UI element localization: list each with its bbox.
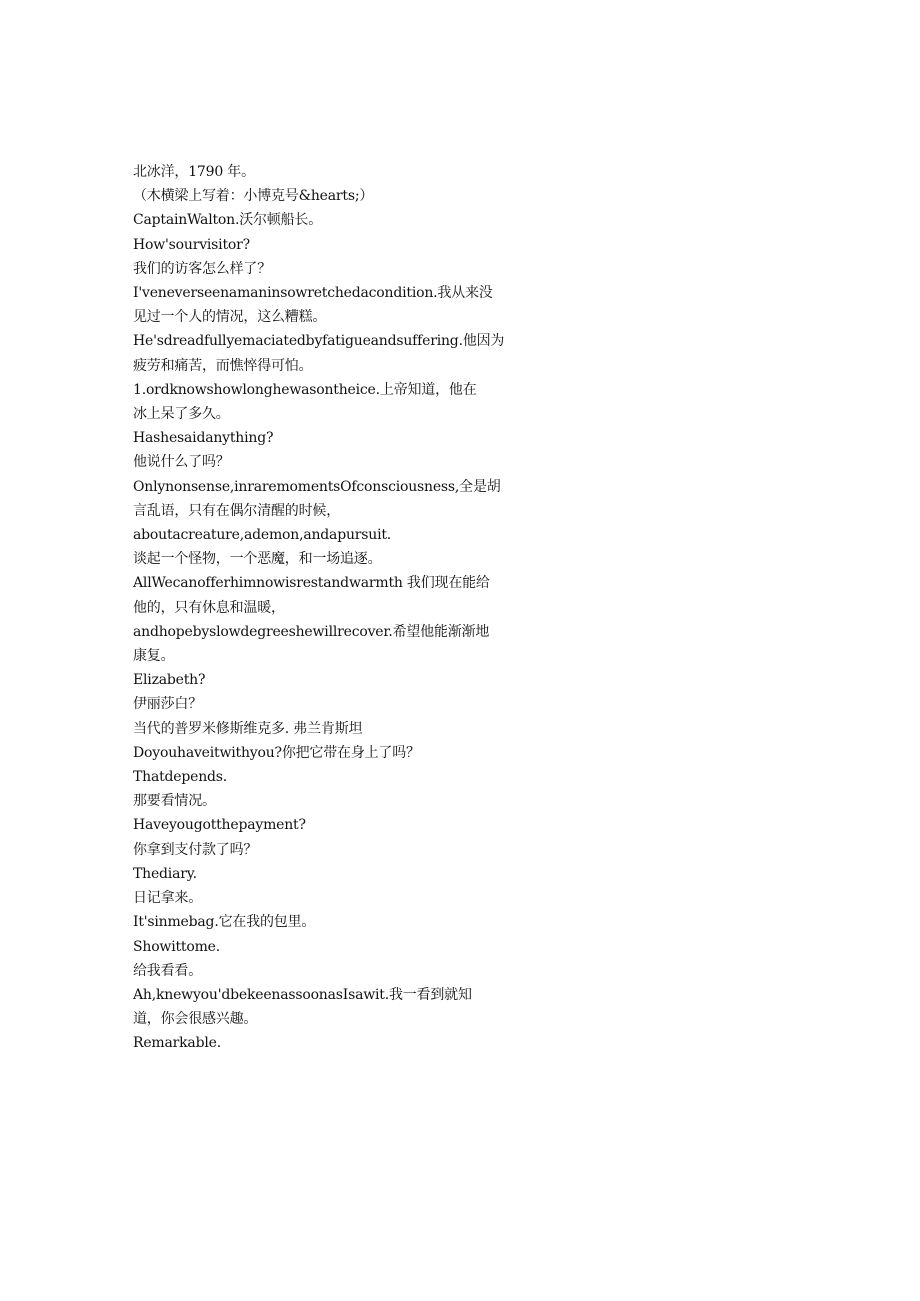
text-line: Elizabeth? <box>133 672 206 689</box>
text-line: 他说什么了吗？ <box>133 454 230 471</box>
text-line: Hashesaidanything? <box>133 430 274 447</box>
document-text <box>133 160 503 1056</box>
text-line: AllWecanofferhimnowisrestandwarmth 我们现在能给 <box>133 575 490 592</box>
text-line: 疲劳和痛苦，而憔悴得可怕。 <box>133 357 313 374</box>
text-line: 1.ordknowshowlonghewasontheice.上帝知道，他在 <box>133 381 477 398</box>
text-line: Haveyougotthepayment? <box>133 817 306 834</box>
text-line: 他的，只有休息和温暖， <box>133 599 285 616</box>
text-line: 伊丽莎白？ <box>133 696 202 713</box>
text-line: Thatdepends. <box>133 769 228 786</box>
text-line: 当代的普罗米修斯维克多. 弗兰肯斯坦 <box>133 720 363 737</box>
text-line: 言乱语，只有在偶尔清醒的时候， <box>133 502 340 519</box>
text-line: （木横梁上写着：小博克号&hearts;） <box>133 188 374 205</box>
text-line: How'sourvisitor? <box>133 236 250 253</box>
text-line: He'sdreadfullyemaciatedbyfatigueandsuffering.他因为 <box>133 333 505 350</box>
text-line: 我们的访客怎么样了？ <box>133 260 271 277</box>
text-line: 见过一个人的情况，这么糟糕。 <box>133 309 327 326</box>
text-line: I'veneverseenamaninsowretchedacondition.我从来没 <box>133 285 493 302</box>
text-line: CaptainWalton.沃尔顿船长。 <box>133 212 323 229</box>
text-line: Onlynonsense,inraremomentsOfconsciousness,全是胡 <box>133 478 501 495</box>
text-line: It'sinmebag.它在我的包里。 <box>133 914 316 931</box>
text-line: 道，你会很感兴趣。 <box>133 1011 258 1028</box>
text-line: 冰上呆了多久。 <box>133 406 230 423</box>
text-line: Thediary. <box>133 865 197 882</box>
text-line: 康复。 <box>133 648 175 665</box>
text-line: andhopebyslowdegreeshewillrecover.希望他能渐渐地 <box>133 623 490 640</box>
text-line: 你拿到支付款了吗？ <box>133 841 258 858</box>
text-line: Showittome. <box>133 938 220 955</box>
text-line: 给我看看。 <box>133 962 202 979</box>
text-line: Ah,knewyou'dbekeenassoonasIsawit.我一看到就知 <box>133 986 472 1003</box>
text-line: Remarkable. <box>133 1035 221 1052</box>
text-line: 北冰洋，1790 年。 <box>133 164 255 180</box>
text-line: aboutacreature,ademon,andapursuit. <box>133 527 392 544</box>
text-line: 谈起一个怪物，一个恶魔，和一场追逐。 <box>133 551 382 568</box>
text-line: 日记拿来。 <box>133 890 202 907</box>
text-line: Doyouhaveitwithyou?你把它带在身上了吗？ <box>133 744 420 761</box>
text-line: 那要看情况。 <box>133 793 216 810</box>
